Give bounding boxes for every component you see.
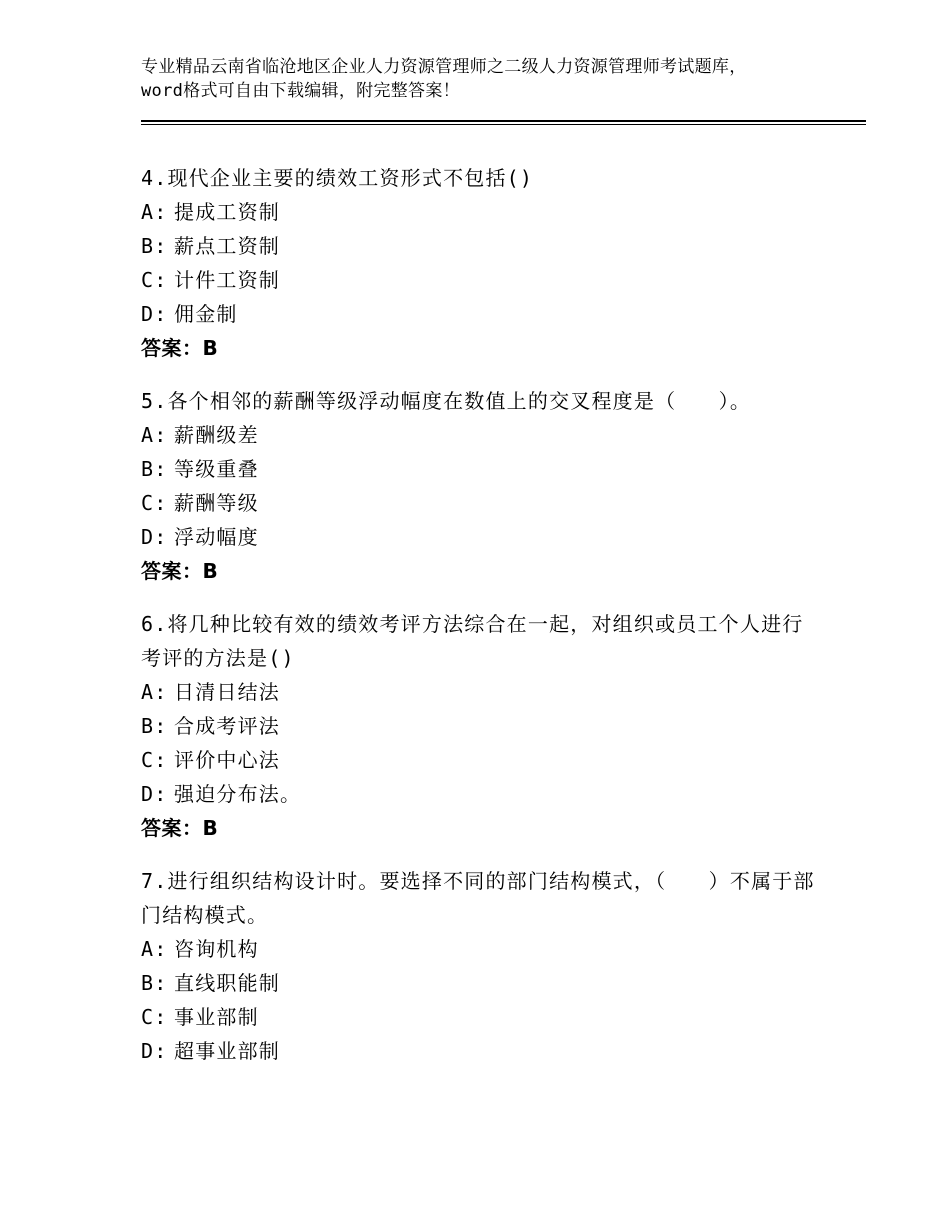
option-d bbox=[141, 777, 821, 811]
option-text: 强迫分布法。 bbox=[174, 782, 302, 806]
option-text: 直线职能制 bbox=[174, 971, 280, 995]
option-a bbox=[141, 195, 821, 229]
question-6 bbox=[141, 607, 821, 845]
option-c bbox=[141, 263, 821, 297]
question-5 bbox=[141, 384, 821, 588]
option-b bbox=[141, 229, 821, 263]
option-c bbox=[141, 486, 821, 520]
question-stem: 4.现代企业主要的绩效工资形式不包括() bbox=[141, 166, 534, 190]
option-text: 日清日结法 bbox=[174, 680, 280, 704]
option-d bbox=[141, 520, 821, 554]
question-list bbox=[141, 161, 821, 1087]
option-a bbox=[141, 418, 821, 452]
option-text: 超事业部制 bbox=[174, 1039, 280, 1063]
option-letter: A: bbox=[141, 423, 168, 447]
option-text: 薪酬等级 bbox=[174, 491, 259, 515]
option-c bbox=[141, 1000, 821, 1034]
option-letter: D: bbox=[141, 782, 168, 806]
option-letter: B: bbox=[141, 971, 168, 995]
option-text: 提成工资制 bbox=[174, 200, 280, 224]
option-d bbox=[141, 297, 821, 331]
question-4 bbox=[141, 161, 821, 365]
option-text: 事业部制 bbox=[174, 1005, 259, 1029]
option-letter: A: bbox=[141, 680, 168, 704]
answer-line: 答案：B bbox=[141, 559, 219, 583]
option-letter: D: bbox=[141, 1039, 168, 1063]
option-b bbox=[141, 709, 821, 743]
option-text: 浮动幅度 bbox=[174, 525, 259, 549]
option-letter: A: bbox=[141, 200, 168, 224]
option-text: 等级重叠 bbox=[174, 457, 259, 481]
option-text: 咨询机构 bbox=[174, 937, 259, 961]
option-letter: B: bbox=[141, 457, 168, 481]
option-letter: C: bbox=[141, 1005, 168, 1029]
question-7 bbox=[141, 864, 821, 1068]
question-stem: 5.各个相邻的薪酬等级浮动幅度在数值上的交叉程度是（ ）。 bbox=[141, 389, 752, 413]
question-stem: 6.将几种比较有效的绩效考评方法综合在一起，对组织或员工个人进行考评的方法是() bbox=[141, 612, 804, 670]
option-text: 佣金制 bbox=[174, 302, 238, 326]
option-text: 计件工资制 bbox=[174, 268, 280, 292]
option-letter: A: bbox=[141, 937, 168, 961]
option-letter: B: bbox=[141, 714, 168, 738]
option-b bbox=[141, 966, 821, 1000]
option-text: 薪酬级差 bbox=[174, 423, 259, 447]
option-c bbox=[141, 743, 821, 777]
option-b bbox=[141, 452, 821, 486]
option-a bbox=[141, 675, 821, 709]
document-header: 专业精品云南省临沧地区企业人力资源管理师之二级人力资源管理师考试题库，word格式可自由下载编辑，附完整答案！ bbox=[141, 57, 747, 101]
header-rule-top bbox=[141, 120, 866, 122]
option-letter: C: bbox=[141, 491, 168, 515]
option-letter: D: bbox=[141, 302, 168, 326]
question-stem: 7.进行组织结构设计时。要选择不同的部门结构模式，（ ）不属于部门结构模式。 bbox=[141, 869, 815, 927]
option-text: 合成考评法 bbox=[174, 714, 280, 738]
option-letter: C: bbox=[141, 268, 168, 292]
option-text: 评价中心法 bbox=[174, 748, 280, 772]
option-letter: C: bbox=[141, 748, 168, 772]
option-d bbox=[141, 1034, 821, 1068]
header-rule-bottom bbox=[141, 124, 866, 125]
option-a bbox=[141, 932, 821, 966]
option-text: 薪点工资制 bbox=[174, 234, 280, 258]
option-letter: D: bbox=[141, 525, 168, 549]
option-letter: B: bbox=[141, 234, 168, 258]
answer-line: 答案：B bbox=[141, 816, 219, 840]
answer-line: 答案：B bbox=[141, 336, 219, 360]
